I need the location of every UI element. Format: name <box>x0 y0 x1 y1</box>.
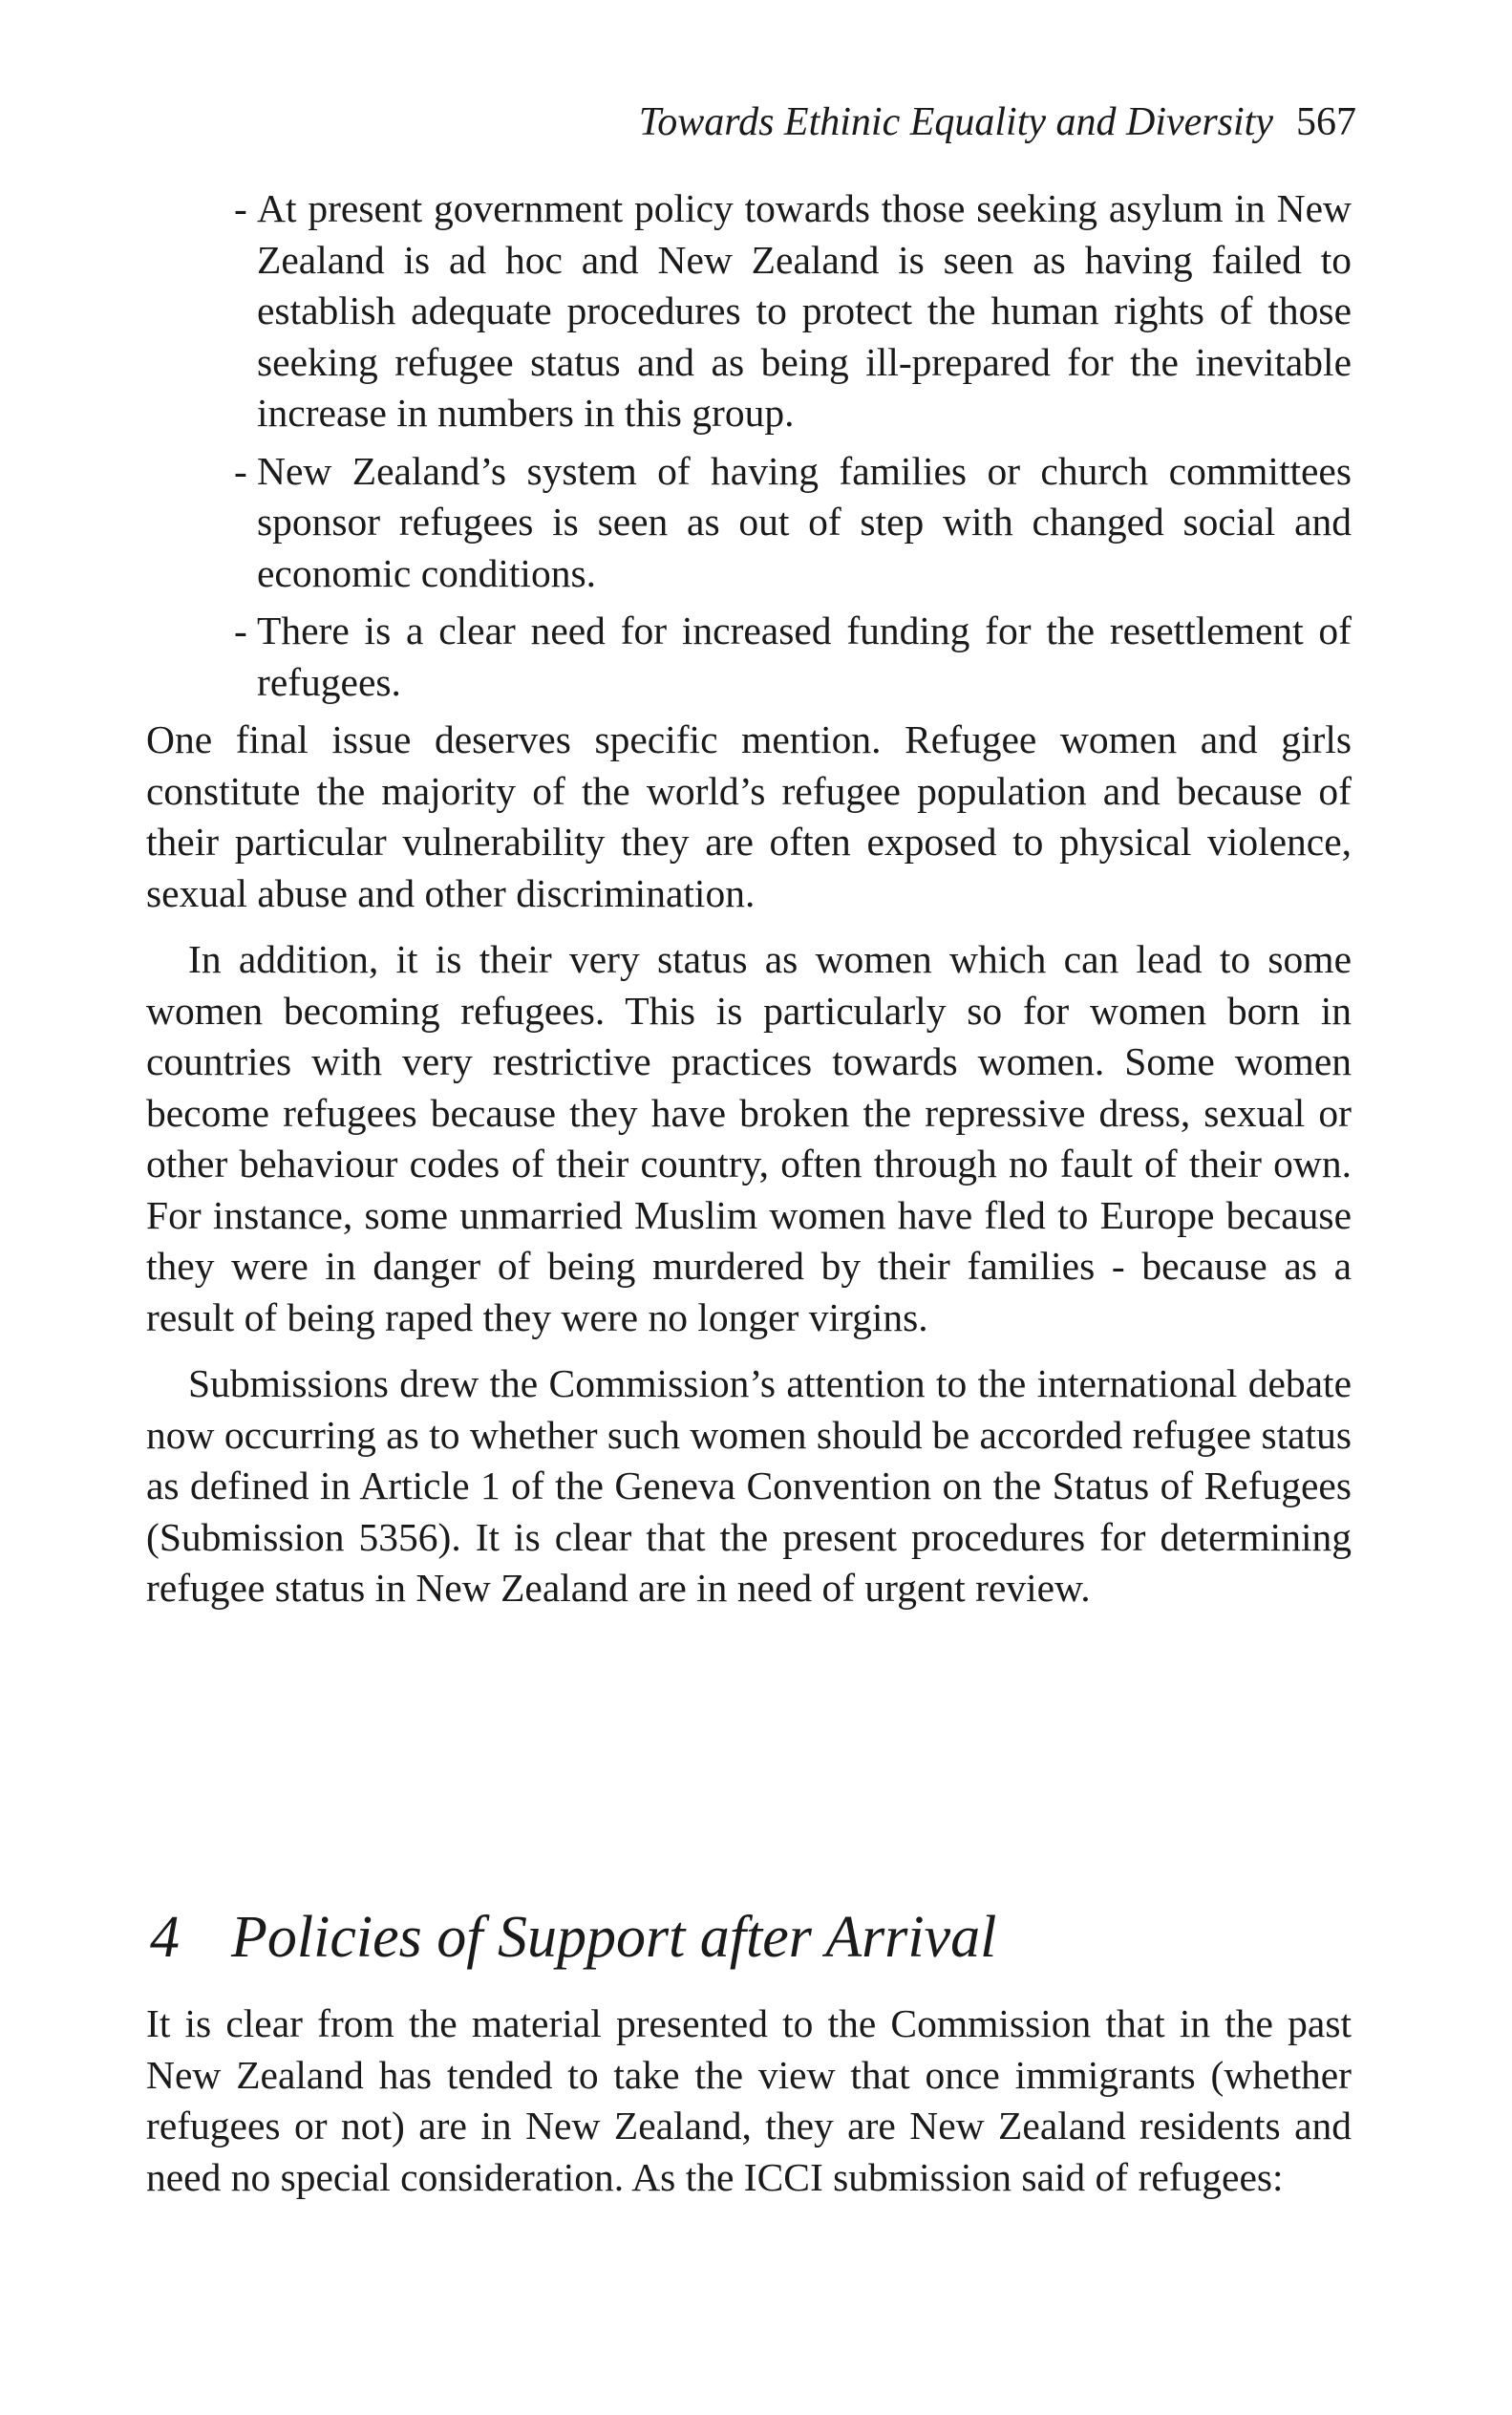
bullet-dash: - <box>234 448 247 493</box>
running-head <box>639 97 1356 147</box>
body-paragraph: Submissions drew the Commission’s attention to the international debate now occurring as to whether such women should be accorded refugee status as defined in Article 1 of the Geneva Convention on the Status of Refugees (Submission 5356). It is clear that the present procedures for determining refugee status in New Zealand are in need of urgent review. <box>146 1361 1352 1610</box>
bullet-dash: - <box>234 186 247 230</box>
section-title: Policies of Support after Arrival <box>231 1905 997 1970</box>
body-paragraph: In addition, it is their very status as women which can lead to some women becoming refugees. This is particularly so for women born in countries with very restrictive practices towards women. Some women become refugees because they have broken the repressive dress, sexual or other behaviour codes of their country, often through no fault of their own. For instance, some unmarried Muslim women have fled to Europe because they were in danger of being murdered by their families - because as a result of being raped they were no longer virgins. <box>146 937 1352 1339</box>
section-paragraph: It is clear from the material presented to the Commission that in the past New Zealand has tended to take the view that once immigrants (whether refugees or not) are in New Zealand, they are New Zealand residents and need no special consideration. As the ICCI submission said of refugees: <box>146 2001 1352 2199</box>
bullet-text: New Zealand’s system of having families or church committees sponsor refugees is seen as out of step with changed social and economic conditions. <box>257 448 1352 595</box>
section-heading <box>150 1901 996 1974</box>
body-paragraph: One final issue deserves specific mention. Refugee women and girls constitute the majority of the world’s refugee population and because of their particular vulnerability they are often exposed to physical violence, sexual abuse and other discrimination. <box>146 717 1352 915</box>
bullet-item <box>146 183 1352 439</box>
page-number: 567 <box>1296 100 1356 144</box>
section-number: 4 <box>150 1905 180 1970</box>
bullet-text: At present government policy towards those seeking asylum in New Zealand is ad hoc and New Zealand is seen as having failed to establish adequate procedures to protect the human rights of those seeking refugee status and as being ill-prepared for the inevitable increase in numbers in this group. <box>257 186 1352 435</box>
bullet-item <box>146 446 1352 600</box>
bullet-list <box>146 183 1352 708</box>
bullet-text: There is a clear need for increased funding for the resettlement of refugees. <box>257 609 1352 704</box>
page-body <box>146 183 1352 1630</box>
bullet-dash: - <box>234 609 247 652</box>
running-head-title: Towards Ethinic Equality and Diversity <box>638 100 1273 144</box>
bullet-item <box>146 606 1352 708</box>
section-body <box>146 1998 1352 2218</box>
